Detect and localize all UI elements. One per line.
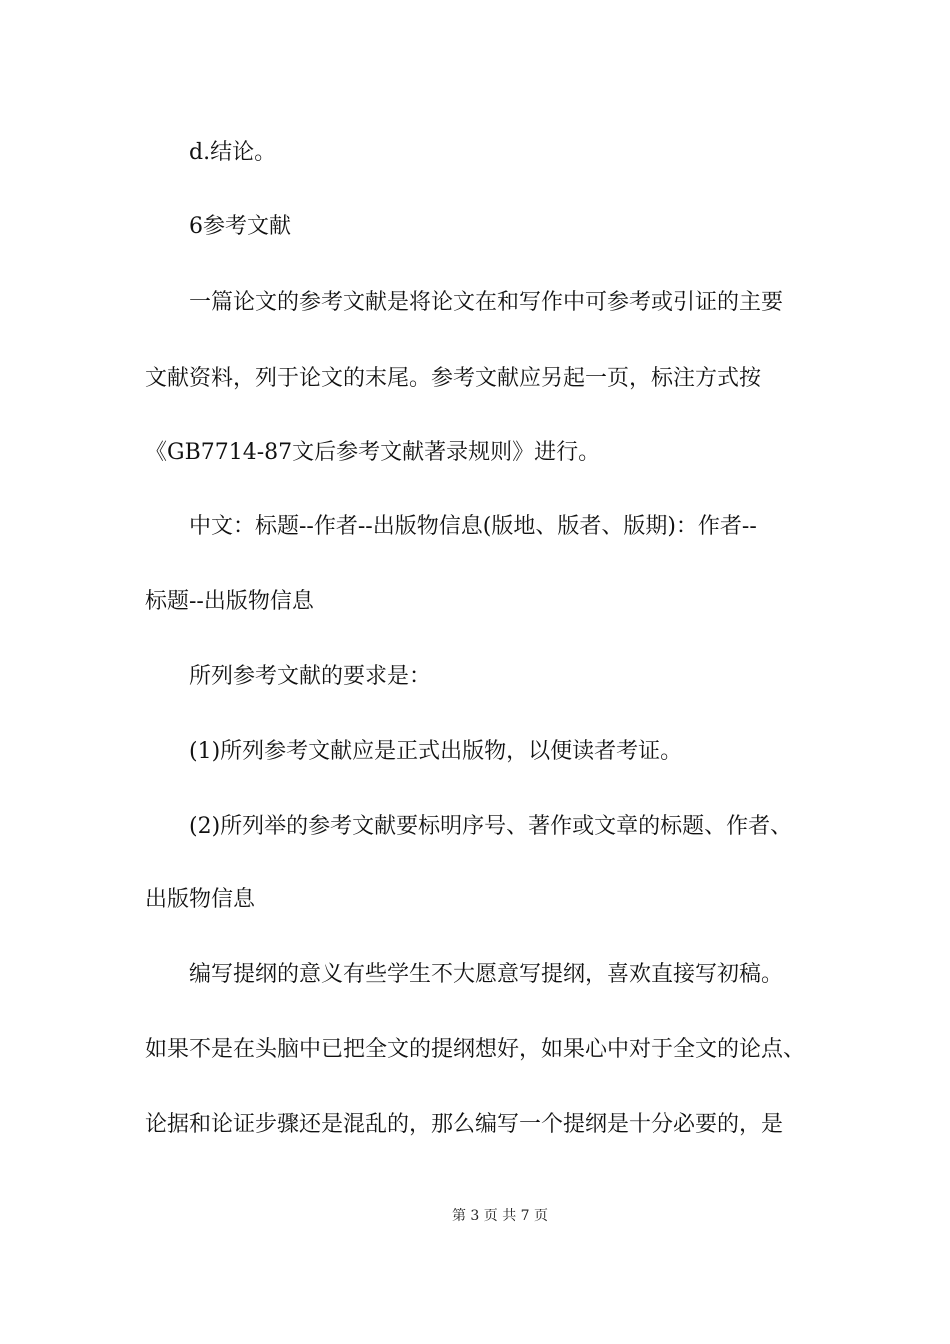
paragraph-line: 编写提纲的意义有些学生不大愿意写提纲，喜欢直接写初稿。 bbox=[189, 962, 784, 987]
paragraph-line: 所列参考文献的要求是： bbox=[189, 664, 432, 689]
section-heading-references: 6参考文献 bbox=[189, 214, 291, 239]
paragraph-line: 文献资料，列于论文的末尾。参考文献应另起一页，标注方式按 bbox=[145, 366, 762, 391]
list-item: (2)所列举的参考文献要标明序号、著作或文章的标题、作者、 bbox=[189, 814, 793, 839]
paragraph-line: 如果不是在头脑中已把全文的提纲想好，如果心中对于全文的论点、 bbox=[145, 1037, 806, 1062]
paragraph-line: 一篇论文的参考文献是将论文在和写作中可参考或引证的主要 bbox=[189, 290, 784, 315]
page-number-footer: 第 3 页 共 7 页 bbox=[451, 1208, 549, 1224]
paragraph-line: 《GB7714-87文后参考文献著录规则》进行。 bbox=[145, 440, 601, 465]
conclusion-item: d.结论。 bbox=[189, 140, 277, 165]
list-item: (1)所列参考文献应是正式出版物，以便读者考证。 bbox=[189, 739, 683, 764]
paragraph-line: 出版物信息 bbox=[145, 887, 256, 912]
paragraph-line: 论据和论证步骤还是混乱的，那么编写一个提纲是十分必要的，是 bbox=[145, 1112, 784, 1137]
paragraph-line: 标题--出版物信息 bbox=[145, 589, 314, 614]
paragraph-line: 中文：标题--作者--出版物信息(版地、版者、版期)：作者-- bbox=[189, 514, 757, 539]
